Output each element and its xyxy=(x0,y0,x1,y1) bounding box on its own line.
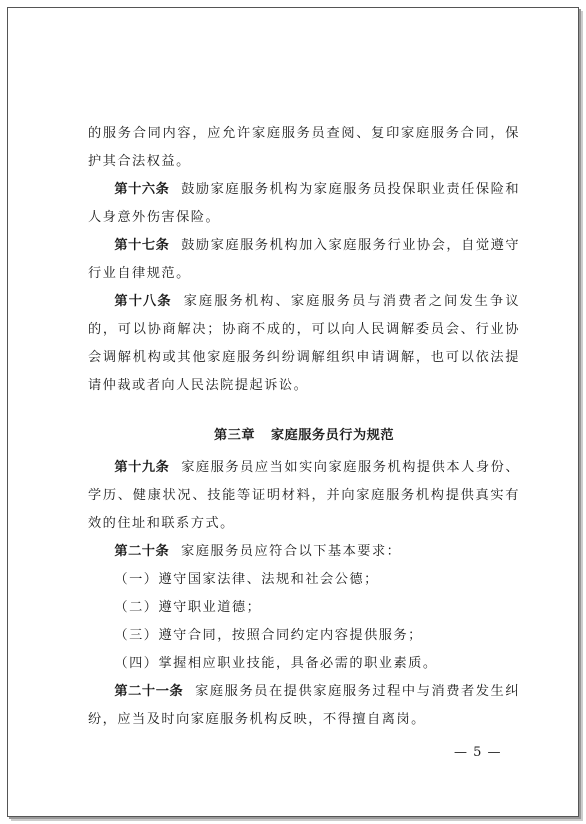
article-number: 第十八条 xyxy=(114,294,172,309)
chapter-number: 第三章 xyxy=(213,428,256,443)
article-text: 家庭服务员应符合以下基本要求： xyxy=(181,544,402,559)
article-text: 鼓励家庭服务机构为家庭服务员投保职业责任保险和人身意外伤害保险。 xyxy=(88,182,521,225)
chapter-heading xyxy=(88,422,520,450)
requirement-item: （三）遵守合同，按照合同约定内容提供服务； xyxy=(114,628,423,643)
article-21 xyxy=(88,678,520,734)
article-18 xyxy=(88,288,520,400)
article-number: 第十七条 xyxy=(114,238,170,253)
article-number: 第十六条 xyxy=(114,182,170,197)
article-19 xyxy=(88,454,520,538)
document-page xyxy=(7,7,579,817)
article-20 xyxy=(88,538,520,566)
requirement-item: （二）遵守职业道德； xyxy=(114,600,262,615)
article-text: 家庭服务员应当如实向家庭服务机构提供本人身份、学历、健康状况、技能等证明材料，并向家庭服务机构提供真实有效的住址和联系方式。 xyxy=(88,460,521,531)
continued-paragraph: 的服务合同内容，应允许家庭服务员查阅、复印家庭服务合同，保护其合法权益。 xyxy=(88,126,520,169)
article-number: 第二十一条 xyxy=(114,684,184,699)
requirement-item: （四）掌握相应职业技能，具备必需的职业素质。 xyxy=(114,656,438,671)
article-text: 家庭服务机构、家庭服务员与消费者之间发生争议的，可以协商解决；协商不成的，可以向人民调解委员会、行业协会调解机构或其他家庭服务纠纷调解组织申请调解，也可以依法提请仲裁或者向人民法院提起诉讼。 xyxy=(88,294,521,393)
page-number: — 5 — xyxy=(454,745,502,760)
document-body xyxy=(88,120,520,734)
article-text: 鼓励家庭服务机构加入家庭服务行业协会，自觉遵守行业自律规范。 xyxy=(88,238,521,281)
article-text: 家庭服务员在提供家庭服务过程中与消费者发生纠纷，应当及时向家庭服务机构反映，不得擅自离岗。 xyxy=(88,684,521,727)
article-number: 第二十条 xyxy=(114,544,170,559)
chapter-title: 家庭服务员行为规范 xyxy=(270,428,395,443)
article-17 xyxy=(88,232,520,288)
article-number: 第十九条 xyxy=(114,460,170,475)
requirement-item: （一）遵守国家法律、法规和社会公德； xyxy=(114,572,379,587)
article-16 xyxy=(88,176,520,232)
